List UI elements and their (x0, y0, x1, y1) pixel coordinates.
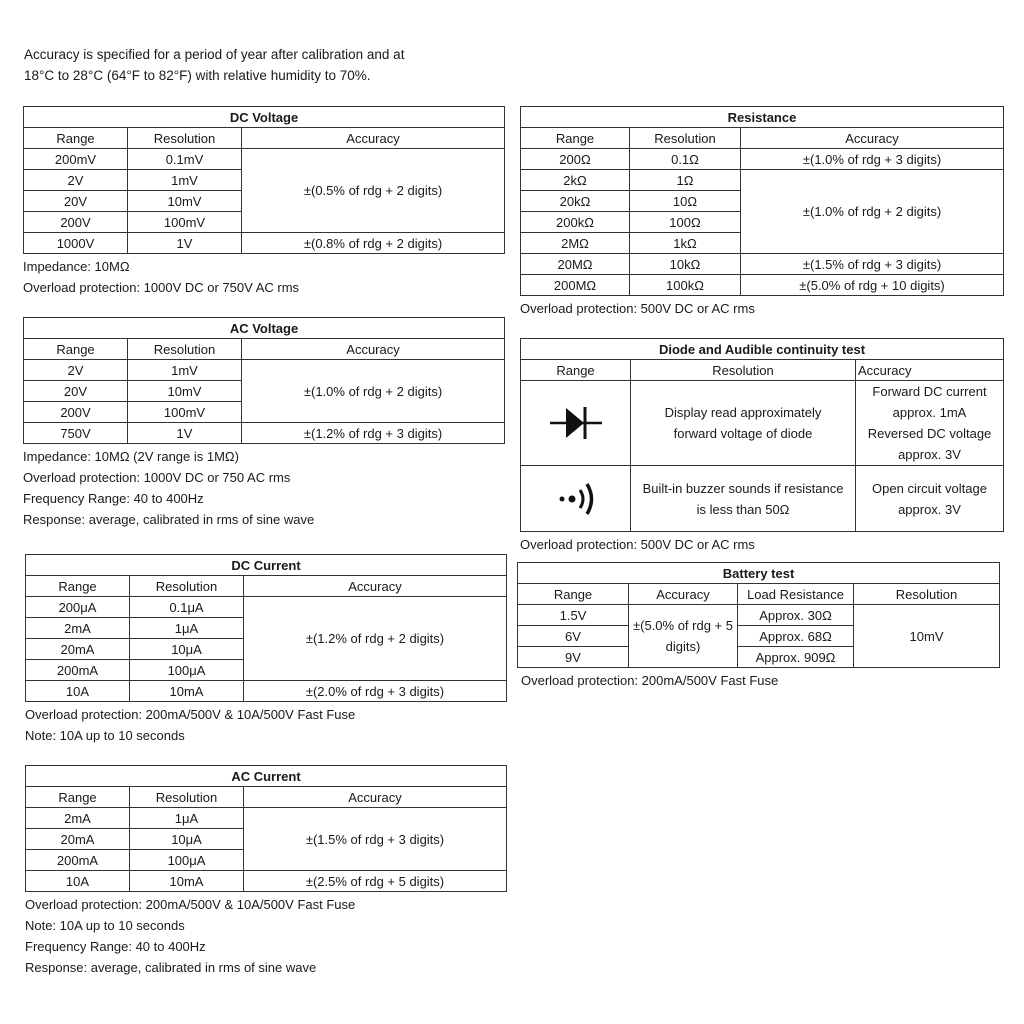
range-cell: 200V (24, 402, 128, 423)
resolution-cell (631, 381, 856, 466)
resolution-line: Built-in buzzer sounds if resistance (642, 480, 844, 496)
range-cell: 200mA (26, 660, 130, 681)
note: Overload protection: 200mA/500V & 10A/500V Fast Fuse (25, 897, 356, 912)
range-cell: 20MΩ (521, 254, 630, 275)
dc-voltage-notes (23, 256, 505, 298)
header-accuracy: Accuracy (244, 787, 507, 808)
note: Note: 10A up to 10 seconds (25, 918, 185, 933)
table-title: Battery test (518, 563, 1000, 584)
accuracy-cell: ±(1.5% of rdg + 3 digits) (244, 808, 507, 871)
resolution-cell: 10μA (130, 829, 244, 850)
accuracy-line: approx. 3V (898, 501, 961, 517)
header-resolution: Resolution (130, 576, 244, 597)
note: Frequency Range: 40 to 400Hz (23, 491, 204, 506)
accuracy-line: ±(5.0% of rdg + 5 (633, 618, 733, 633)
ac-current-notes (25, 894, 507, 978)
accuracy-cell: ±(1.2% of rdg + 3 digits) (242, 423, 505, 444)
resolution-line: forward voltage of diode (673, 426, 813, 441)
load-cell: Approx. 909Ω (738, 647, 854, 668)
buzzer-icon (548, 477, 604, 521)
header-accuracy: Accuracy (856, 360, 1004, 381)
header-range: Range (521, 128, 630, 149)
diode-notes (520, 534, 1004, 555)
intro-line-1: Accuracy is specified for a period of year after calibration and at (24, 47, 405, 62)
header-accuracy: Accuracy (242, 339, 505, 360)
resolution-cell (631, 466, 856, 532)
battery-section (517, 562, 1000, 691)
intro-text (24, 44, 404, 86)
diode-table (520, 338, 1004, 532)
resolution-cell: 0.1Ω (630, 149, 741, 170)
resolution-cell: 1mV (128, 170, 242, 191)
accuracy-line: approx. 1mA (892, 405, 967, 420)
header-range: Range (518, 584, 629, 605)
header-accuracy: Accuracy (242, 128, 505, 149)
note: Response: average, calibrated in rms of sine wave (23, 512, 315, 527)
header-resolution: Resolution (631, 360, 856, 381)
range-cell: 1000V (24, 233, 128, 254)
accuracy-line: Forward DC current (872, 384, 987, 399)
ac-voltage-section (23, 317, 505, 530)
resolution-cell: 10mV (128, 381, 242, 402)
table-title: Resistance (521, 107, 1004, 128)
accuracy-cell: ±(0.5% of rdg + 2 digits) (242, 149, 505, 233)
resolution-cell: 10kΩ (630, 254, 741, 275)
ac-voltage-notes (23, 446, 505, 530)
resolution-cell: 10Ω (630, 191, 741, 212)
accuracy-cell: ±(2.0% of rdg + 3 digits) (244, 681, 507, 702)
range-cell: 2mA (26, 808, 130, 829)
range-cell: 20kΩ (521, 191, 630, 212)
battery-notes (521, 670, 1000, 691)
accuracy-cell: ±(1.0% of rdg + 3 digits) (741, 149, 1004, 170)
range-cell: 200μA (26, 597, 130, 618)
header-resolution: Resolution (630, 128, 741, 149)
resistance-section (520, 106, 1004, 319)
range-cell: 2kΩ (521, 170, 630, 191)
dc-current-table (25, 554, 507, 702)
resolution-cell: 100Ω (630, 212, 741, 233)
header-accuracy: Accuracy (244, 576, 507, 597)
range-cell: 20V (24, 191, 128, 212)
range-cell: 200kΩ (521, 212, 630, 233)
table-title: DC Voltage (24, 107, 505, 128)
table-title: DC Current (26, 555, 507, 576)
load-cell: Approx. 68Ω (738, 626, 854, 647)
accuracy-cell: ±(1.5% of rdg + 3 digits) (741, 254, 1004, 275)
accuracy-cell: ±(1.0% of rdg + 2 digits) (741, 170, 1004, 254)
resolution-cell: 0.1mV (128, 149, 242, 170)
note: Note: 10A up to 10 seconds (25, 728, 185, 743)
resolution-cell: 100mV (128, 212, 242, 233)
note: Overload protection: 1000V DC or 750 AC rms (23, 470, 291, 485)
table-title: AC Current (26, 766, 507, 787)
header-resolution: Resolution (130, 787, 244, 808)
accuracy-cell: ±(2.5% of rdg + 5 digits) (244, 871, 507, 892)
accuracy-cell: ±(1.2% of rdg + 2 digits) (244, 597, 507, 681)
note: Overload protection: 500V DC or AC rms (520, 301, 755, 316)
note: Frequency Range: 40 to 400Hz (25, 939, 206, 954)
range-cell: 200mA (26, 850, 130, 871)
range-cell: 20V (24, 381, 128, 402)
range-cell: 9V (518, 647, 629, 668)
range-cell: 200Ω (521, 149, 630, 170)
resolution-cell: 1V (128, 233, 242, 254)
resistance-notes (520, 298, 1004, 319)
header-accuracy: Accuracy (629, 584, 738, 605)
resolution-cell: 10mA (130, 681, 244, 702)
table-title: AC Voltage (24, 318, 505, 339)
resolution-cell: 0.1μA (130, 597, 244, 618)
dc-current-notes (25, 704, 507, 746)
resolution-cell: 100μA (130, 850, 244, 871)
note: Overload protection: 200mA/500V & 10A/500V Fast Fuse (25, 707, 356, 722)
range-cell: 20mA (26, 639, 130, 660)
diode-section (520, 338, 1004, 555)
accuracy-line: Reversed DC voltage (867, 426, 992, 441)
ac-current-section (25, 765, 507, 978)
load-cell: Approx. 30Ω (738, 605, 854, 626)
note: Overload protection: 500V DC or AC rms (520, 537, 755, 552)
range-cell: 2mA (26, 618, 130, 639)
note: Impedance: 10MΩ (23, 259, 130, 274)
resolution-cell: 1μA (130, 618, 244, 639)
resolution-cell: 100mV (128, 402, 242, 423)
resolution-cell: 10mA (130, 871, 244, 892)
resolution-line: is less than 50Ω (696, 501, 790, 517)
resolution-cell: 1V (128, 423, 242, 444)
accuracy-cell (856, 466, 1004, 532)
header-range: Range (521, 360, 631, 381)
range-cell: 10A (26, 871, 130, 892)
resolution-cell: 100μA (130, 660, 244, 681)
dc-voltage-section (23, 106, 505, 298)
range-cell: 200mV (24, 149, 128, 170)
header-resolution: Resolution (128, 128, 242, 149)
accuracy-cell (856, 381, 1004, 466)
table-title: Diode and Audible continuity test (521, 339, 1004, 360)
range-cell: 750V (24, 423, 128, 444)
accuracy-cell (629, 605, 738, 668)
resolution-cell: 100kΩ (630, 275, 741, 296)
dc-voltage-table (23, 106, 505, 254)
header-accuracy: Accuracy (741, 128, 1004, 149)
header-resolution: Resolution (854, 584, 1000, 605)
resolution-line: Display read approximately (664, 405, 822, 420)
range-cell: 200V (24, 212, 128, 233)
diode-symbol-cell (521, 381, 631, 466)
resistance-table (520, 106, 1004, 296)
resolution-cell: 10mV (854, 605, 1000, 668)
accuracy-line: Open circuit voltage (872, 480, 987, 496)
range-cell: 20mA (26, 829, 130, 850)
header-range: Range (26, 576, 130, 597)
header-range: Range (24, 128, 128, 149)
resolution-cell: 10mV (128, 191, 242, 212)
range-cell: 2MΩ (521, 233, 630, 254)
range-cell: 200MΩ (521, 275, 630, 296)
accuracy-cell: ±(0.8% of rdg + 2 digits) (242, 233, 505, 254)
header-load-resistance: Load Resistance (738, 584, 854, 605)
accuracy-line: digits) (665, 639, 701, 654)
range-cell: 6V (518, 626, 629, 647)
accuracy-cell: ±(1.0% of rdg + 2 digits) (242, 360, 505, 423)
header-range: Range (24, 339, 128, 360)
buzzer-symbol-cell (521, 466, 631, 532)
battery-table (517, 562, 1000, 668)
note: Overload protection: 200mA/500V Fast Fuse (521, 673, 779, 688)
ac-current-table (25, 765, 507, 892)
range-cell: 1.5V (518, 605, 629, 626)
intro-line-2: 18°C to 28°C (64°F to 82°F) with relative humidity to 70%. (24, 68, 371, 83)
resolution-cell: 1μA (130, 808, 244, 829)
dc-current-section (25, 554, 507, 746)
range-cell: 2V (24, 360, 128, 381)
resolution-cell: 10μA (130, 639, 244, 660)
resolution-cell: 1Ω (630, 170, 741, 191)
range-cell: 10A (26, 681, 130, 702)
note: Overload protection: 1000V DC or 750V AC rms (23, 280, 300, 295)
accuracy-line: approx. 3V (898, 447, 961, 462)
header-resolution: Resolution (128, 339, 242, 360)
resolution-cell: 1mV (128, 360, 242, 381)
resolution-cell: 1kΩ (630, 233, 741, 254)
diode-icon (548, 403, 604, 443)
ac-voltage-table (23, 317, 505, 444)
accuracy-cell: ±(5.0% of rdg + 10 digits) (741, 275, 1004, 296)
note: Response: average, calibrated in rms of sine wave (25, 960, 317, 975)
range-cell: 2V (24, 170, 128, 191)
note: Impedance: 10MΩ (2V range is 1MΩ) (23, 449, 239, 464)
header-range: Range (26, 787, 130, 808)
